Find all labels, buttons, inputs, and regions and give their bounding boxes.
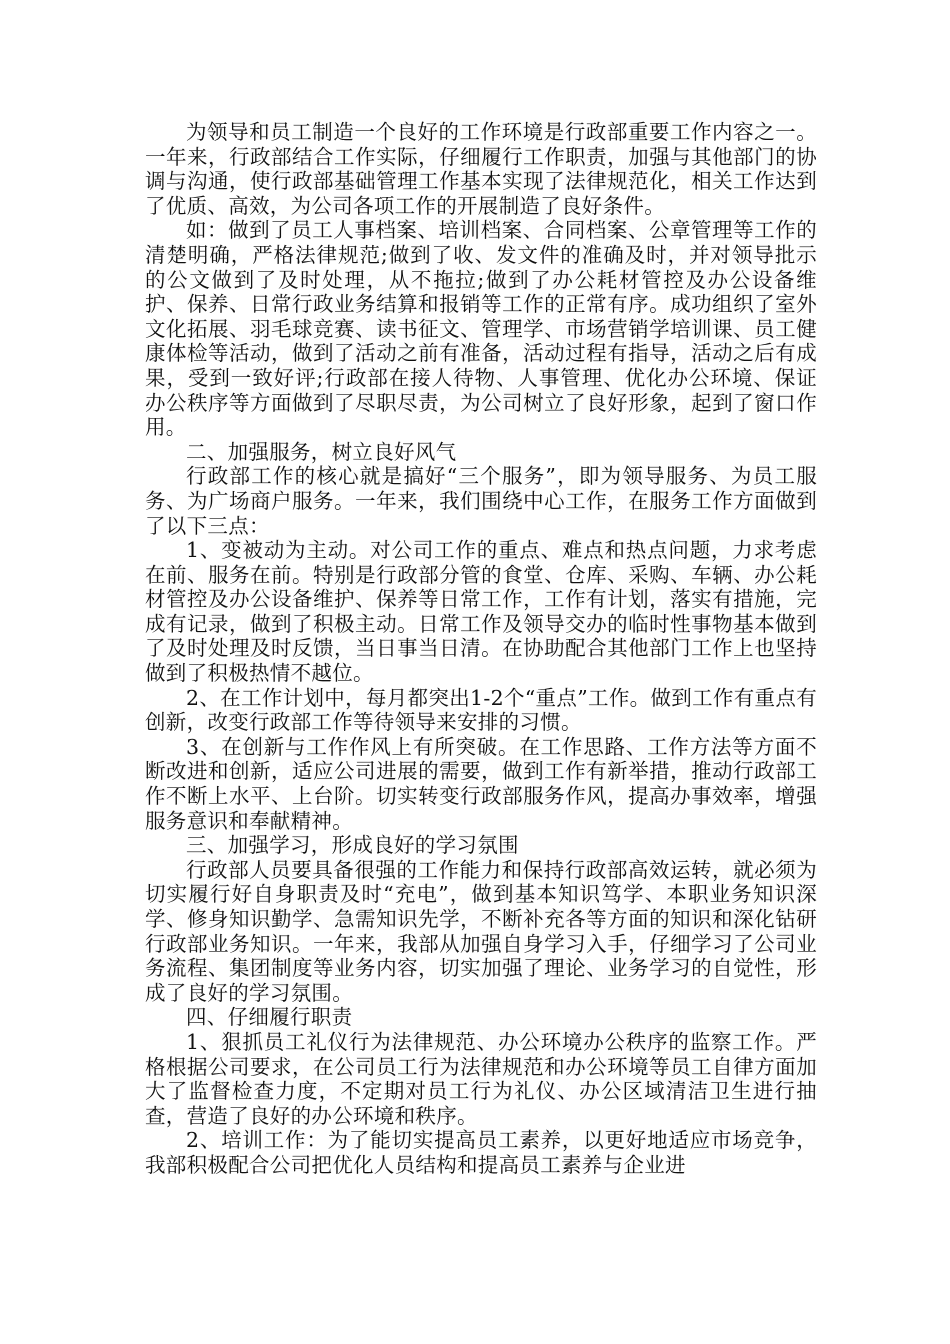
paragraph: 3、在创新与工作作风上有所突破。在工作思路、工作方法等方面不断改进和创新，适应公司进展的需要，做到工作有新举措，推动行政部工作不断上水平、上台阶。切实转变行政部服务作风，提高办事效率，增强服务意识和奉献精神。 bbox=[145, 734, 817, 833]
paragraph: 如：做到了员工人事档案、培训档案、合同档案、公章管理等工作的清楚明确，严格法律规范;做到了收、发文件的准确及时，并对领导批示的公文做到了及时处理，从不拖拉;做到了办公耗材管控及办公设备维护、保养、日常行政业务结算和报销等工作的正常有序。成功组织了室外文化拓展、羽毛球竞赛、读书征文、管理学、市场营销学培训课、员工健康体检等活动，做到了活动之前有准备，活动过程有指导，活动之后有成果，受到一致好评;行政部在接人待物、人事管理、优化办公环境、保证办公秩序等方面做到了尽职尽责，为公司树立了良好形象，起到了窗口作用。 bbox=[145, 218, 817, 440]
section-heading: 四、仔细履行职责 bbox=[186, 1005, 353, 1030]
paragraph: 2、培训工作：为了能切实提高员工素养，以更好地适应市场竞争，我部积极配合公司把优化人员结构和提高员工素养与企业进 bbox=[145, 1128, 817, 1177]
section-heading: 三、加强学习，形成良好的学习氛围 bbox=[186, 833, 519, 858]
section-heading: 二、加强服务，树立良好风气 bbox=[186, 439, 457, 464]
paragraph: 1、狠抓员工礼仪行为法律规范、办公环境办公秩序的监察工作。严格根据公司要求，在公司员工行为法律规范和办公环境等员工自律方面加大了监督检查力度，不定期对员工行为礼仪、办公区域清洁卫生进行抽查，营造了良好的办公环境和秩序。 bbox=[145, 1029, 817, 1128]
paragraph: 1、变被动为主动。对公司工作的重点、难点和热点问题，力求考虑在前、服务在前。特别是行政部分管的食堂、仓库、采购、车辆、办公耗材管控及办公设备维护、保养等日常工作，工作有计划，落实有措施，完成有记录，做到了积极主动。日常工作及领导交办的临时性事物基本做到了及时处理及时反馈，当日事当日清。在协助配合其他部门工作上也坚持做到了积极热情不越位。 bbox=[145, 538, 817, 686]
paragraph: 为领导和员工制造一个良好的工作环境是行政部重要工作内容之一。一年来，行政部结合工作实际，仔细履行工作职责，加强与其他部门的协调与沟通，使行政部基础管理工作基本实现了法律规范化，相关工作达到了优质、高效，为公司各项工作的开展制造了良好条件。 bbox=[145, 120, 817, 218]
paragraph: 行政部人员要具备很强的工作能力和保持行政部高效运转，就必须为切实履行好自身职责及时“充电”，做到基本知识笃学、本职业务知识深学、修身知识勤学、急需知识先学，不断补充各等方面的知识和深化钻研行政部业务知识。一年来，我部从加强自身学习入手，仔细学习了公司业务流程、集团制度等业务内容，切实加强了理论、业务学习的自觉性，形成了良好的学习氛围。 bbox=[145, 857, 817, 1005]
paragraph: 2、在工作计划中，每月都突出1-2个“重点”工作。做到工作有重点有创新，改变行政部工作等待领导来安排的习惯。 bbox=[145, 685, 817, 735]
document-body bbox=[145, 120, 817, 1178]
paragraph: 行政部工作的核心就是搞好“三个服务”，即为领导服务、为员工服务、为广场商户服务。一年来，我们围绕中心工作，在服务工作方面做到了以下三点： bbox=[145, 464, 817, 538]
